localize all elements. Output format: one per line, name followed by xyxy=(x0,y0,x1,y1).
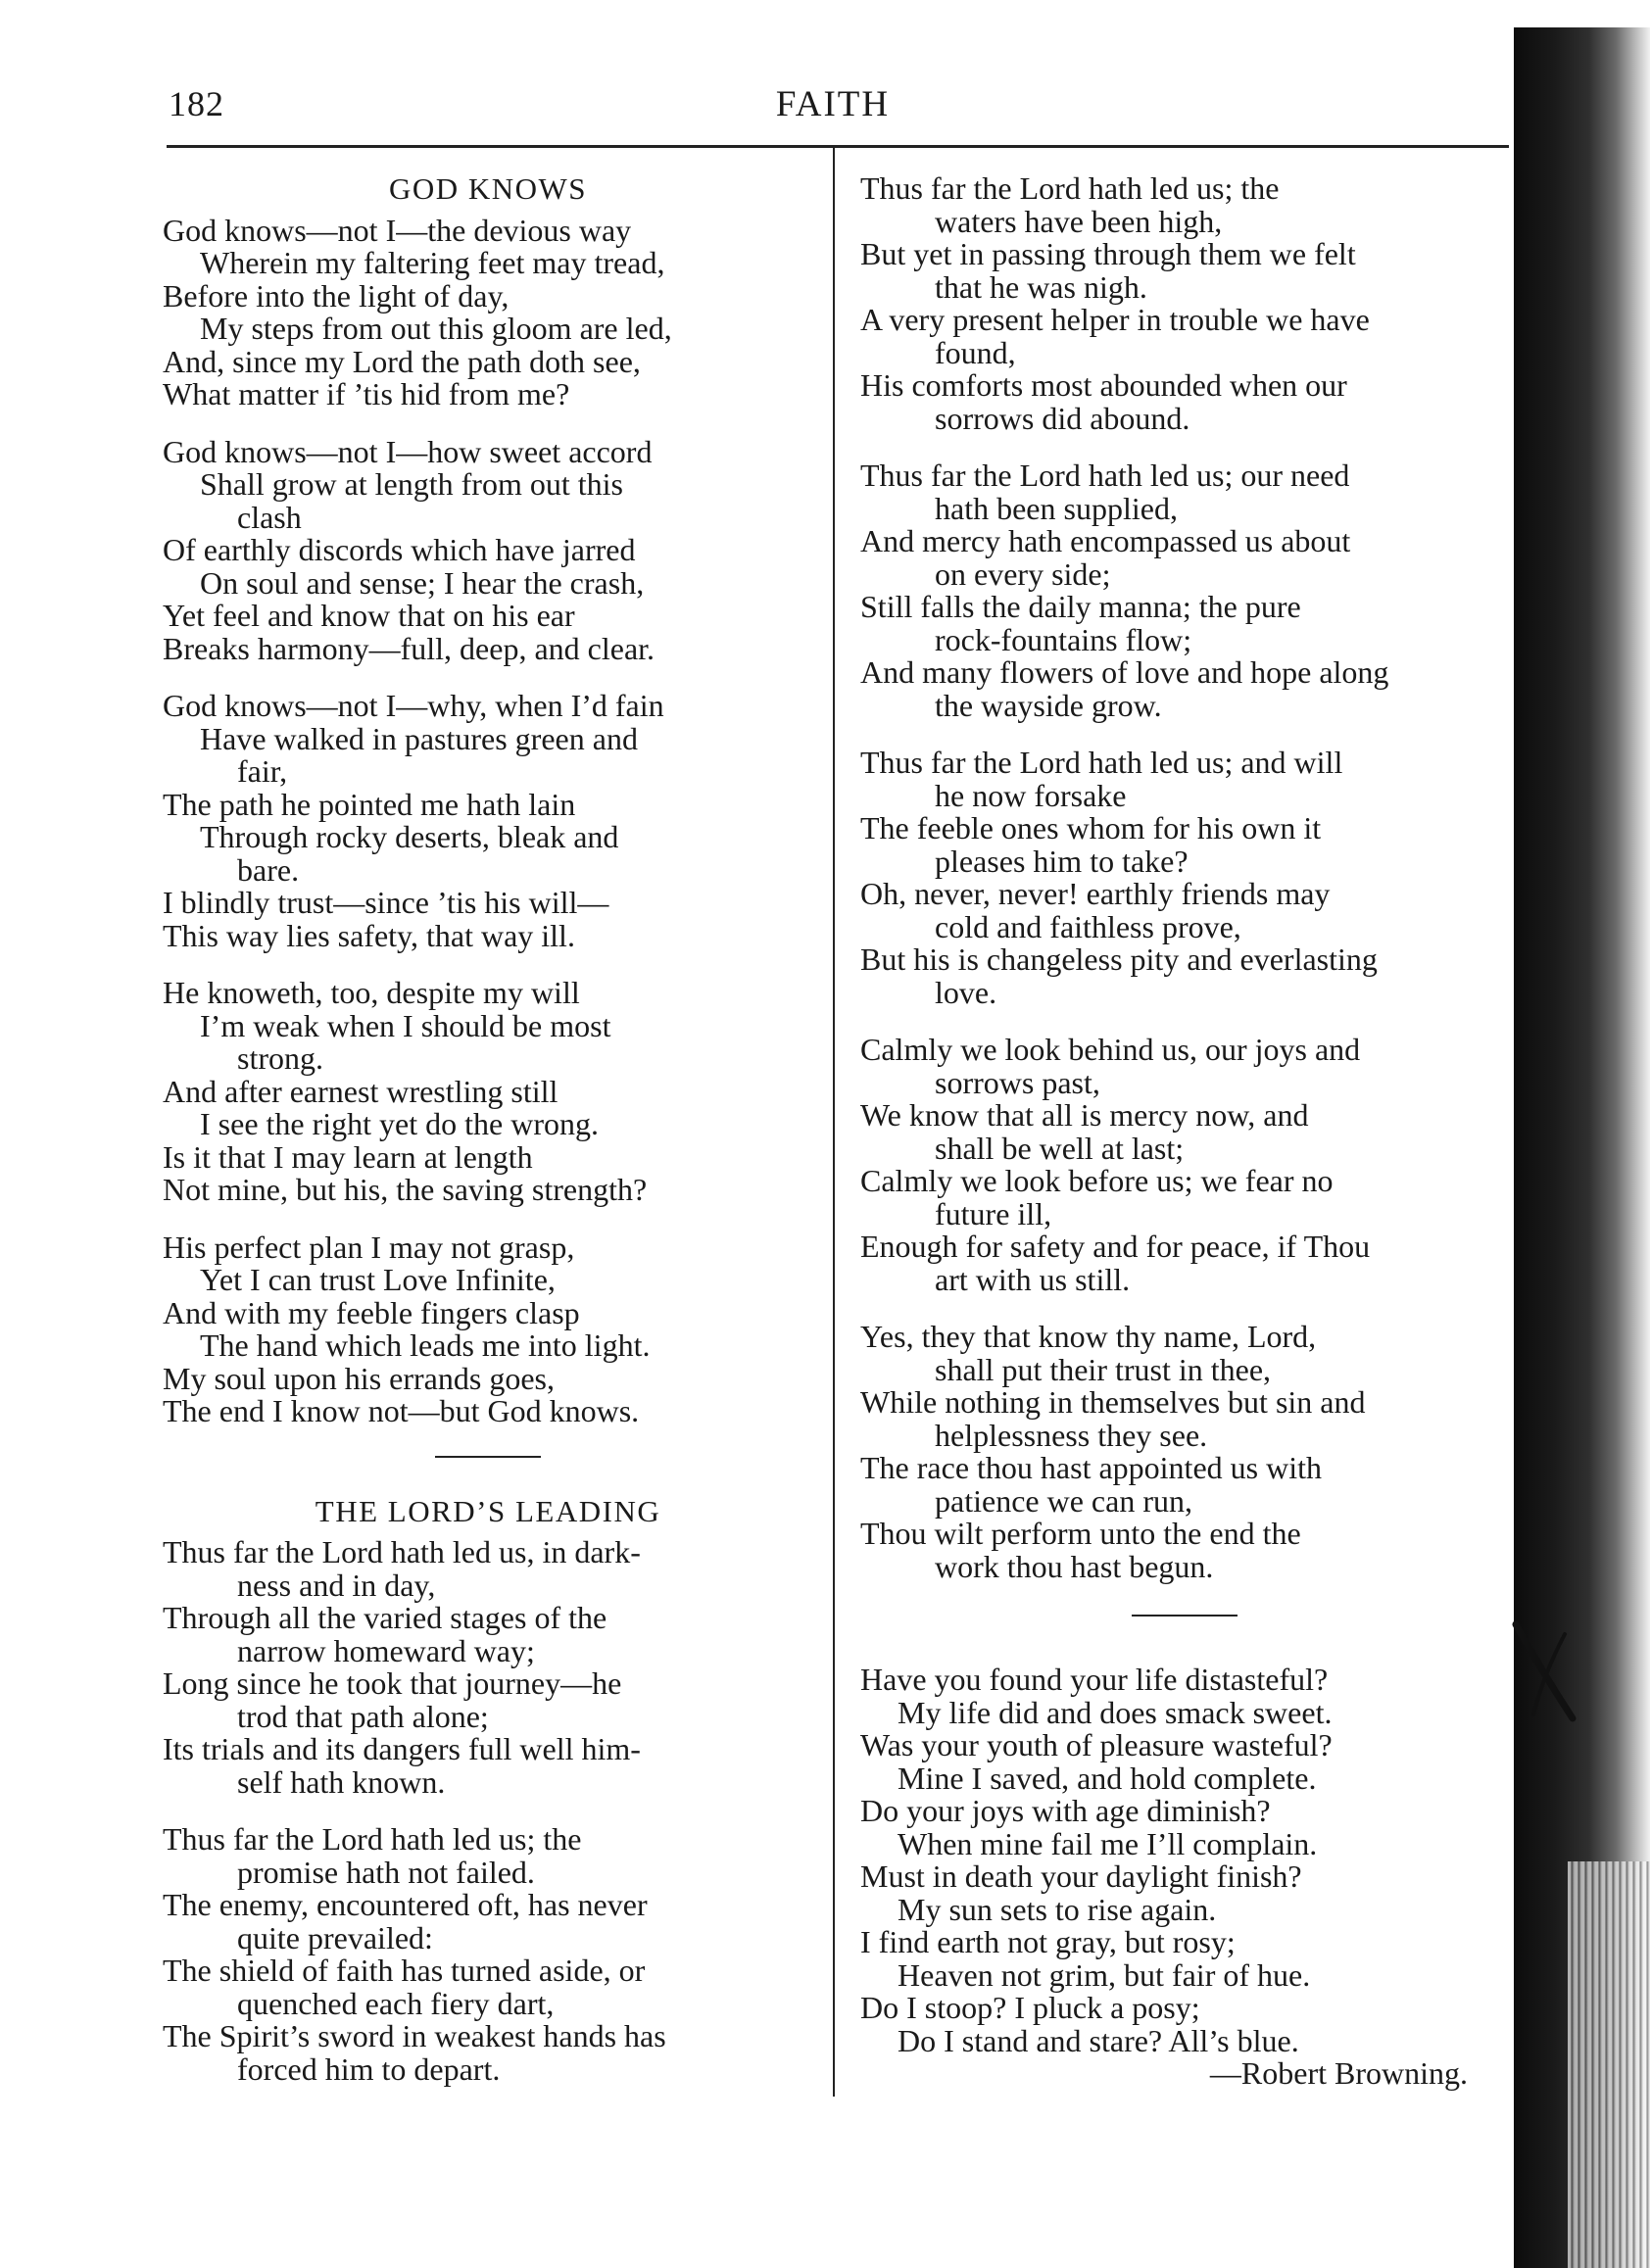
poem-line: Do I stoop? I pluck a posy; xyxy=(860,1990,1200,2025)
poem-browning xyxy=(860,1664,1509,2057)
poem-line: I see the right yet do the wrong. xyxy=(200,1106,599,1141)
poem-line: ness and in day, xyxy=(237,1567,436,1603)
poem-line: Yes, they that know thy name, Lord, xyxy=(860,1319,1317,1354)
stanza xyxy=(163,690,813,952)
poem-line: When mine fail me I’ll complain. xyxy=(898,1825,1318,1861)
poem-line: Still falls the daily manna; the pure xyxy=(860,589,1301,624)
poem-line: Calmly we look behind us, our joys and xyxy=(860,1032,1361,1067)
right-column xyxy=(860,172,1509,2091)
poem-line: Not mine, but his, the saving strength? xyxy=(163,1172,648,1207)
poem-line: strong. xyxy=(237,1040,323,1076)
stanza xyxy=(163,212,813,411)
poem-line: Do I stand and stare? All’s blue. xyxy=(898,2022,1299,2058)
left-column xyxy=(163,172,813,2110)
poem-line: Oh, never, never! earthly friends may xyxy=(860,876,1331,911)
scan-edge-texture xyxy=(1568,1861,1650,2268)
poem-line: Have you found your life distasteful? xyxy=(860,1662,1329,1697)
poem-line: found, xyxy=(935,334,1016,370)
stanza xyxy=(163,433,813,666)
poem-line: Enough for safety and for peace, if Thou xyxy=(860,1229,1371,1264)
poem-line: I’m weak when I should be most xyxy=(200,1007,611,1043)
poem-line: Through rocky deserts, bleak and xyxy=(200,819,619,854)
poem-line: I blindly trust—since ’tis his will— xyxy=(163,885,609,920)
poem-line: future ill, xyxy=(935,1195,1052,1231)
poem-line: A very present helper in trouble we have xyxy=(860,302,1370,337)
poem-line: My life did and does smack sweet. xyxy=(898,1694,1333,1730)
poem-line: fair, xyxy=(237,753,288,789)
poem-line: shall put their trust in thee, xyxy=(935,1351,1272,1387)
poem-line: sorrows did abound. xyxy=(935,400,1190,436)
poem-line: promise hath not failed. xyxy=(237,1854,535,1890)
stanza xyxy=(163,977,813,1207)
poem-line: forced him to depart. xyxy=(237,2051,501,2087)
header-rule xyxy=(167,145,1509,148)
poem-line: But yet in passing through them we felt xyxy=(860,236,1356,271)
poem-line: Breaks harmony—full, deep, and clear. xyxy=(163,630,655,666)
poem-line: I find earth not gray, but rosy; xyxy=(860,1924,1236,1959)
poem-line: that he was nigh. xyxy=(935,268,1147,305)
poem-line: The enemy, encountered oft, has never xyxy=(163,1887,648,1922)
poem-line: on every side; xyxy=(935,555,1111,592)
poem-line: clash xyxy=(237,499,302,535)
poem-line: Thus far the Lord hath led us; the xyxy=(163,1821,582,1857)
poem-line: Shall grow at length from out this xyxy=(200,466,623,502)
poem-line: quenched each fiery dart, xyxy=(237,1985,555,2021)
poem-line: The Spirit’s sword in weakest hands has xyxy=(163,2018,666,2053)
poem-line: And with my feeble fingers clasp xyxy=(163,1294,580,1330)
poem-line: love. xyxy=(935,974,997,1010)
poem-god-knows xyxy=(163,212,813,1428)
poem-line: self hath known. xyxy=(237,1763,446,1800)
poem-line: And many flowers of love and hope along xyxy=(860,654,1389,690)
poem-line: His comforts most abounded when our xyxy=(860,367,1347,403)
page-number: 182 xyxy=(169,84,224,123)
poem-title-lords-leading: THE LORD’S LEADING xyxy=(315,1493,661,1528)
poem-line: While nothing in themselves but sin and xyxy=(860,1384,1366,1420)
poem-line: The hand which leads me into light. xyxy=(200,1327,651,1363)
poem-line: And mercy hath encompassed us about xyxy=(860,523,1351,558)
running-head: FAITH xyxy=(775,84,891,124)
poem-line: Thus far the Lord hath led us, in dark- xyxy=(163,1534,641,1569)
poem-line: Its trials and its dangers full well him- xyxy=(163,1731,641,1766)
poem-line: patience we can run, xyxy=(935,1482,1192,1519)
poem-line: Heaven not grim, but fair of hue. xyxy=(898,1956,1311,1993)
poem-line: Thus far the Lord hath led us; the xyxy=(860,170,1280,206)
poem-line: Must in death your daylight finish? xyxy=(860,1858,1302,1894)
section-divider xyxy=(435,1456,541,1458)
poem-line: rock-fountains flow; xyxy=(935,621,1192,657)
poem-lords-leading-continued xyxy=(860,172,1509,1583)
poem-line: Before into the light of day, xyxy=(163,277,510,314)
stanza xyxy=(860,747,1509,1009)
poem-line: God knows—not I—why, when I’d fain xyxy=(163,688,664,723)
poem-line: hath been supplied, xyxy=(935,490,1178,526)
poem-line: The path he pointed me hath lain xyxy=(163,786,576,822)
poem-line: sorrows past, xyxy=(935,1064,1100,1100)
poem-line: The end I know not—but God knows. xyxy=(163,1393,640,1428)
poem-line: art with us still. xyxy=(935,1261,1131,1297)
stanza xyxy=(860,172,1509,435)
poem-line: He knoweth, too, despite my will xyxy=(163,975,580,1010)
poem-line: And, since my Lord the path doth see, xyxy=(163,343,641,379)
poem-line: Is it that I may learn at length xyxy=(163,1138,533,1175)
poem-line: But his is changeless pity and everlasting xyxy=(860,941,1378,977)
section-divider xyxy=(1132,1615,1238,1617)
stanza xyxy=(163,1823,813,2086)
poem-title-god-knows: GOD KNOWS xyxy=(388,171,588,206)
poem-line: bare. xyxy=(237,851,300,888)
poem-line: The race thou hast appointed us with xyxy=(860,1450,1322,1485)
poem-line: Of earthly discords which have jarred xyxy=(163,532,636,567)
poem-line: Through all the varied stages of the xyxy=(163,1600,607,1635)
poem-line: The feeble ones whom for his own it xyxy=(860,810,1322,845)
poem-line: quite prevailed: xyxy=(237,1919,433,1955)
poem-line: Thus far the Lord hath led us; and will xyxy=(860,745,1343,780)
poem-line: Thou wilt perform unto the end the xyxy=(860,1516,1301,1551)
poem-line: What matter if ’tis hid from me? xyxy=(163,376,570,411)
poem-line: Mine I saved, and hold complete. xyxy=(898,1760,1317,1796)
column-divider xyxy=(833,147,835,2097)
poem-line: God knows—not I—the devious way xyxy=(163,212,632,248)
poem-line: Thus far the Lord hath led us; our need xyxy=(860,458,1350,493)
stanza xyxy=(860,459,1509,722)
poem-line: Wherein my faltering feet may tread, xyxy=(200,245,665,280)
poem-line: trod that path alone; xyxy=(237,1698,489,1734)
poem-line: Yet feel and know that on his ear xyxy=(163,598,575,633)
poem-line: This way lies safety, that way ill. xyxy=(163,917,575,953)
stanza xyxy=(163,1231,813,1428)
poem-line: Calmly we look before us; we fear no xyxy=(860,1163,1334,1198)
stanza xyxy=(860,1321,1509,1583)
poem-line: Was your youth of pleasure wasteful? xyxy=(860,1727,1333,1762)
poem-line: Have walked in pastures green and xyxy=(200,720,638,756)
poem-lords-leading xyxy=(163,1536,813,2086)
stanza xyxy=(163,1536,813,1799)
poem-line: the wayside grow. xyxy=(935,687,1162,723)
poem-line: We know that all is mercy now, and xyxy=(860,1097,1309,1133)
poem-line: Long since he took that journey—he xyxy=(163,1665,622,1701)
poem-line: God knows—not I—how sweet accord xyxy=(163,433,653,469)
poem-line: And after earnest wrestling still xyxy=(163,1073,558,1109)
poem-line: My soul upon his errands goes, xyxy=(163,1360,555,1396)
poem-line: On soul and sense; I hear the crash, xyxy=(200,564,645,601)
poem-line: waters have been high, xyxy=(935,203,1223,239)
poem-line: The shield of faith has turned aside, or xyxy=(163,1953,646,1988)
poem-line: helplessness they see. xyxy=(935,1417,1208,1453)
poem-line: My sun sets to rise again. xyxy=(898,1891,1217,1927)
poem-line: narrow homeward way; xyxy=(237,1632,535,1668)
poem-line: cold and faithless prove, xyxy=(935,908,1241,944)
poem-line: Yet I can trust Love Infinite, xyxy=(200,1262,556,1297)
attribution: —Robert Browning. xyxy=(1209,2055,1468,2091)
poem-line: work thou hast begun. xyxy=(935,1548,1214,1584)
poem-line: My steps from out this gloom are led, xyxy=(200,311,672,346)
poem-line: His perfect plan I may not grasp, xyxy=(163,1229,575,1265)
poem-line: pleases him to take? xyxy=(935,843,1189,879)
poem-line: he now forsake xyxy=(935,777,1127,813)
stanza xyxy=(860,1034,1509,1296)
poem-line: Do your joys with age diminish? xyxy=(860,1793,1271,1828)
margin-x-mark-icon xyxy=(1504,1617,1582,1724)
poem-line: shall be well at last; xyxy=(935,1130,1185,1166)
